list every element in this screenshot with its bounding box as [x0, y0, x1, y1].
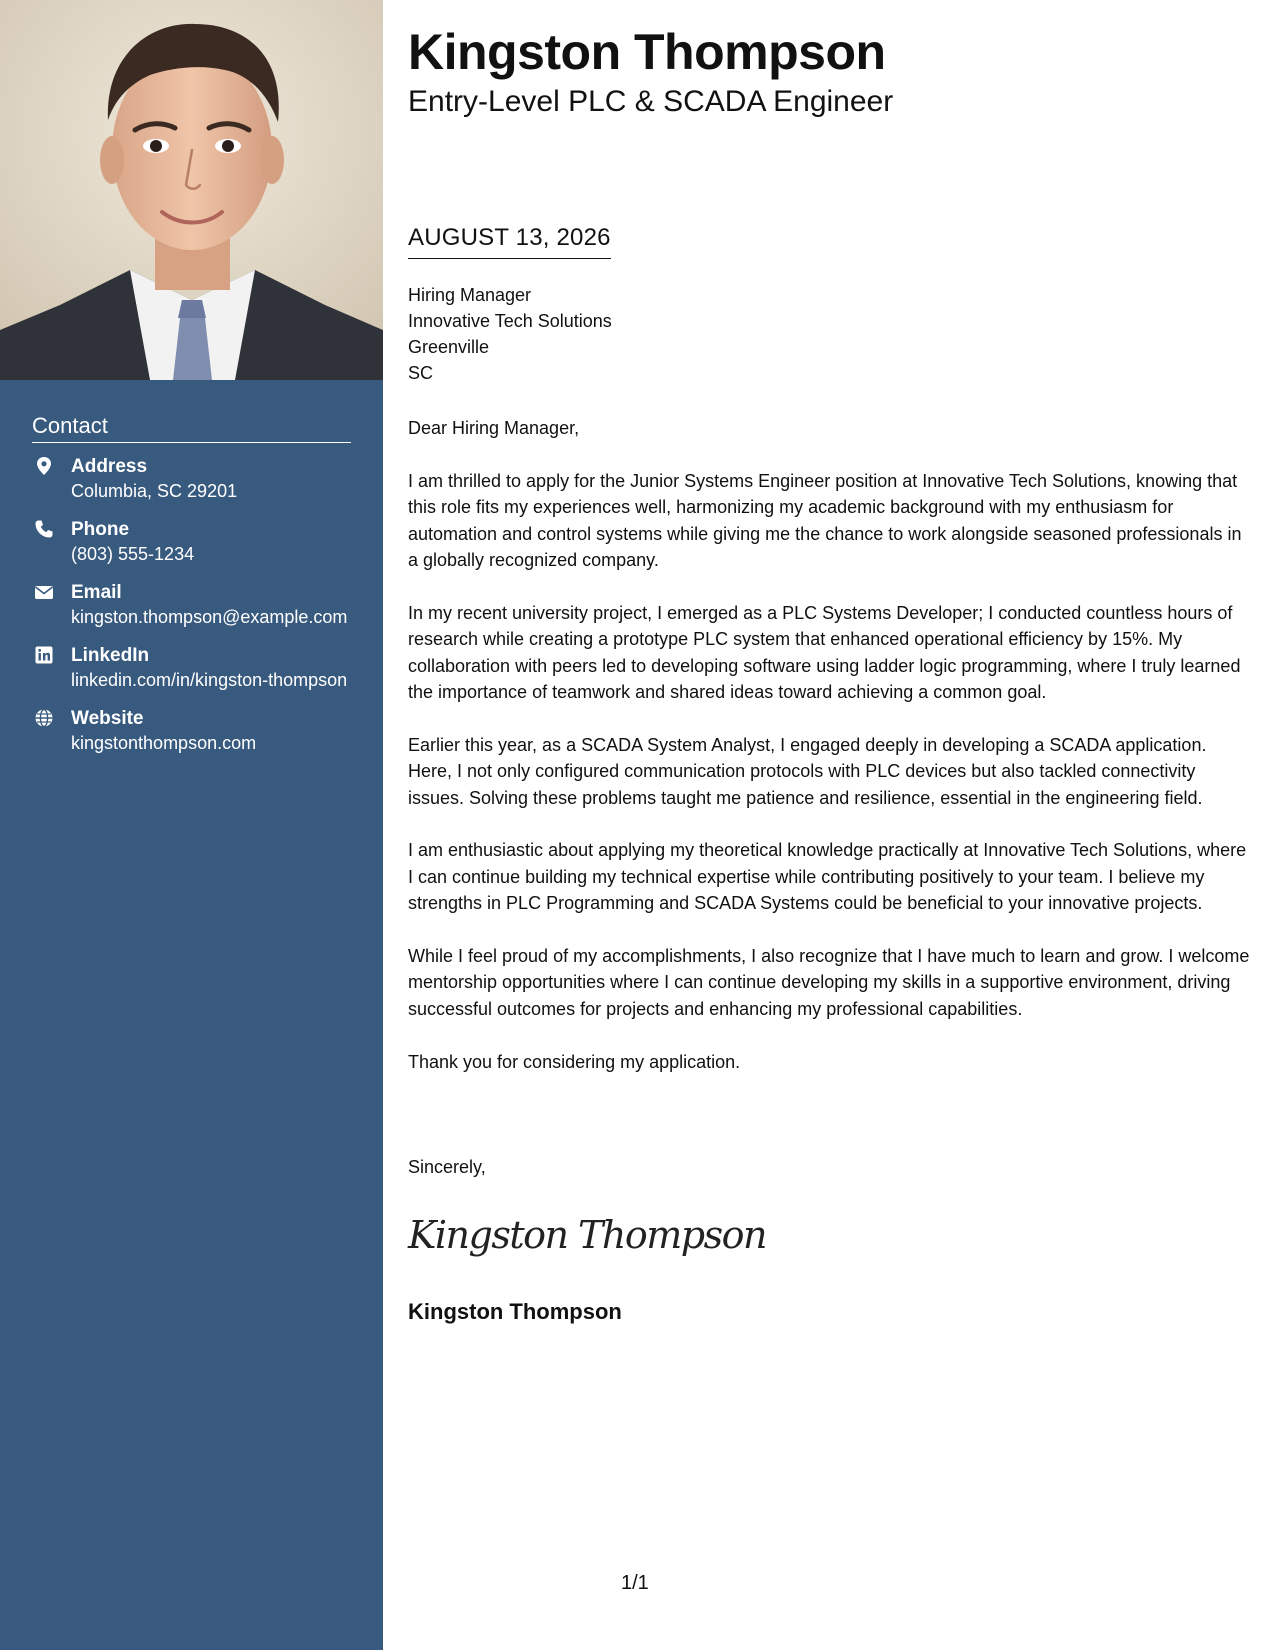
- body-paragraph: Thank you for considering my application.: [408, 1051, 741, 1072]
- contact-email: [32, 581, 351, 630]
- contact-website: [32, 707, 351, 756]
- body-paragraph: I am enthusiastic about applying my theoretical knowledge practically at Innovative Tech Solutions, where I can continue building my technical expertise while contributing positively to your team. I believe my strengths in PLC Programming and SCADA Systems could be beneficial to your innovative projects.: [408, 840, 1247, 914]
- closing: Sincerely,: [408, 1157, 486, 1177]
- recipient-line: SC: [408, 363, 434, 383]
- recipient-line: Innovative Tech Solutions: [408, 311, 612, 331]
- website-value[interactable]: kingstonthompson.com: [71, 733, 257, 753]
- body-paragraph: Earlier this year, as a SCADA System Analyst, I engaged deeply in developing a SCADA application. Here, I not only configured communication protocols with PLC devices but also tackled connectivity issues. Solving these problems taught me patience and resilience, essential in the engineering field.: [408, 734, 1207, 808]
- email-value[interactable]: kingston.thompson@example.com: [71, 607, 348, 627]
- contact-heading: Contact: [32, 412, 351, 443]
- body-paragraph: I am thrilled to apply for the Junior Systems Engineer position at Innovative Tech Solutions, knowing that this role fits my experiences well, harmonizing my academic background with my enthusiasm for automation and control systems while giving me the chance to work alongside seasoned professionals in a globally recognized company.: [408, 470, 1242, 571]
- signed-name: Kingston Thompson: [408, 1299, 622, 1324]
- recipient-block: [408, 282, 612, 386]
- address-value: Columbia, SC 29201: [71, 481, 238, 501]
- profile-photo: [0, 0, 383, 380]
- linkedin-value[interactable]: linkedin.com/in/kingston-thompson: [71, 670, 348, 690]
- letter-body: [408, 415, 1250, 1101]
- recipient-line: Greenville: [408, 337, 490, 357]
- website-label: Website: [71, 708, 144, 729]
- letter-date: AUGUST 13, 2026: [408, 222, 611, 259]
- body-paragraph: In my recent university project, I emerged as a PLC Systems Developer; I conducted countless hours of research while creating a prototype PLC system that enhanced operational efficiency by 15%. My collaboration with peers led to developing software using ladder logic programming, where I truly learned the importance of teamwork and shared ideas toward achieving a common goal.: [408, 602, 1241, 703]
- contact-phone: [32, 518, 351, 567]
- page-number: 1/1: [621, 1572, 649, 1594]
- salutation: Dear Hiring Manager,: [408, 418, 580, 438]
- contact-linkedin: [32, 644, 351, 693]
- map-pin-icon: [34, 456, 54, 476]
- linkedin-icon: [34, 645, 54, 665]
- body-paragraph: While I feel proud of my accomplishments, I also recognize that I have much to learn and grow. I welcome mentorship opportunities where I can continue developing my skills in a supportive environment, driving successful outcomes for projects and enhancing my professional capabilities.: [408, 946, 1250, 1019]
- email-label: Email: [71, 582, 122, 603]
- contact-section: [32, 412, 351, 770]
- phone-label: Phone: [71, 519, 130, 540]
- linkedin-label: LinkedIn: [71, 645, 150, 666]
- envelope-icon: [34, 582, 54, 602]
- address-label: Address: [71, 456, 148, 477]
- job-title: Entry-Level PLC & SCADA Engineer: [408, 85, 894, 118]
- recipient-line: Hiring Manager: [408, 285, 532, 305]
- contact-address: [32, 455, 351, 504]
- sidebar: [0, 0, 383, 1650]
- phone-icon: [34, 519, 54, 539]
- signature: Kingston Thompson: [408, 1213, 766, 1257]
- applicant-name: Kingston Thompson: [408, 24, 886, 80]
- phone-value[interactable]: (803) 555-1234: [71, 544, 195, 564]
- globe-icon: [34, 708, 54, 728]
